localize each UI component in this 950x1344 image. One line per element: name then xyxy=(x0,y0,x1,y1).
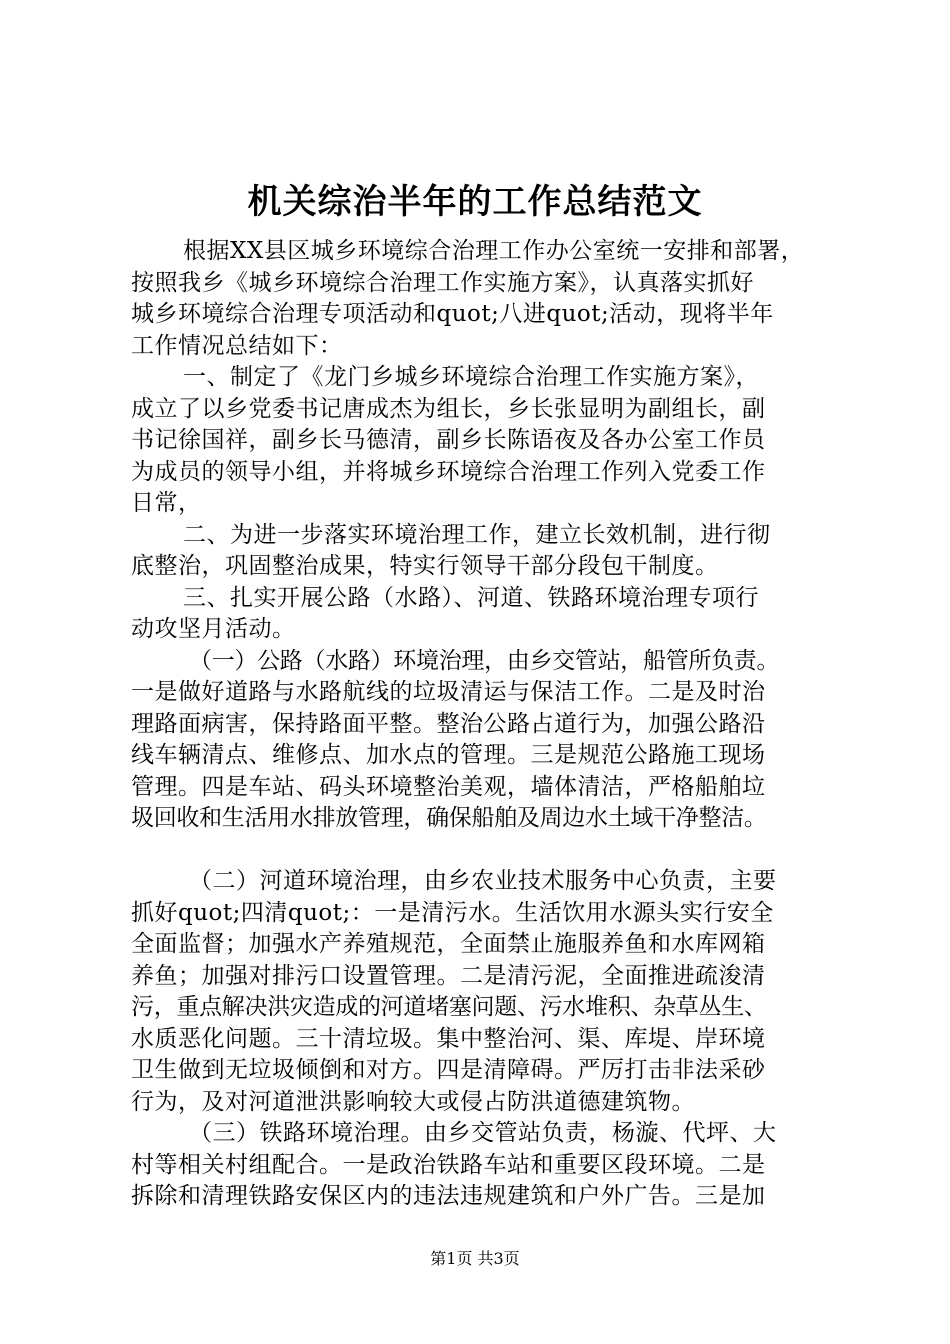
paragraph-3-line-2: 动攻坚月活动。 xyxy=(131,616,296,642)
paragraph-3-2-line-6: 水质恶化问题。三十清垃圾。集中整治河、渠、库堤、岸环境 xyxy=(131,1025,766,1052)
paragraph-3-2-line-3: 全面监督；加强水产养殖规范，全面禁止施服养鱼和水库网箱 xyxy=(131,931,766,957)
paragraph-1-line-3: 书记徐国祥，副乡长马德清，副乡长陈语夜及各办公室工作员 xyxy=(131,427,766,453)
paragraph-1-line-2: 成立了以乡党委书记唐成杰为组长，乡长张显明为副组长，副 xyxy=(131,395,766,422)
paragraph-3-1-line-4: 线车辆清点、维修点、加水点的管理。三是规范公路施工现场 xyxy=(131,742,766,768)
paragraph-3-2-line-2: 抓好quot;四清quot;：一是清污水。生活饮用水源头实行安全 xyxy=(131,899,774,926)
paragraph-3-3-line-2: 村等相关村组配合。一是政治铁路车站和重要区段环境。二是 xyxy=(131,1151,766,1178)
paragraph-3-3-line-3: 拆除和清理铁路安保区内的违法违规建筑和户外广告。三是加 xyxy=(131,1183,766,1209)
paragraph-3-1-line-5: 管理。四是车站、码头环境整治美观，墙体清洁，严格船舶垃 xyxy=(131,773,766,800)
paragraph-2-line-2: 底整治，巩固整治成果，特实行领导干部分段包干制度。 xyxy=(131,553,719,579)
paragraph-3-3-line-1: （三）铁路环境治理。由乡交管站负责，杨漩、代坪、大 xyxy=(189,1120,777,1146)
paragraph-3-1-line-2: 一是做好道路与水路航线的垃圾清运与保洁工作。二是及时治 xyxy=(131,679,766,705)
paragraph-intro-line-3: 城乡环境综合治理专项活动和quot;八进quot;活动，现将半年 xyxy=(131,301,774,327)
paragraph-2-line-1: 二、为进一步落实环境治理工作，建立长效机制，进行彻 xyxy=(183,521,771,548)
paragraph-1-line-5: 日常， xyxy=(131,490,202,516)
paragraph-3-2-line-8: 行为，及对河道泄洪影响较大或侵占防洪道德建筑物。 xyxy=(131,1088,695,1115)
paragraph-3-1-line-6: 圾回收和生活用水排放管理，确保船舶及周边水土域干净整洁。 xyxy=(131,805,767,831)
page-number-footer: 第1页 共3页 xyxy=(430,1249,520,1268)
paragraph-3-1-line-1: （一）公路（水路）环境治理，由乡交管站，船管所负责。 xyxy=(189,647,780,674)
paragraph-3-2-line-4: 养鱼；加强对排污口设置管理。二是清污泥，全面推进疏浚清 xyxy=(131,962,766,989)
document-title: 机关综治半年的工作总结范文 xyxy=(247,182,703,222)
paragraph-3-1-line-3: 理路面病害，保持路面平整。整治公路占道行为，加强公路沿 xyxy=(131,710,766,737)
paragraph-intro-line-4: 工作情况总结如下： xyxy=(131,332,343,359)
paragraph-3-2-line-7: 卫生做到无垃圾倾倒和对方。四是清障碍。严厉打击非法采砂 xyxy=(131,1057,766,1083)
paragraph-intro-line-2: 按照我乡《城乡环境综合治理工作实施方案》，认真落实抓好 xyxy=(131,269,754,296)
paragraph-1-line-1: 一、制定了《龙门乡城乡环境综合治理工作实施方案》， xyxy=(183,364,759,390)
paragraph-3-2-line-1: （二）河道环境治理，由乡农业技术服务中心负责，主要 xyxy=(189,868,777,894)
paragraph-1-line-4: 为成员的领导小组，并将城乡环境综合治理工作列入党委工作 xyxy=(131,458,766,485)
document-body xyxy=(131,236,831,1213)
paragraph-3-2-line-5: 污，重点解决洪灾造成的河道堵塞问题、污水堆积、杂草丛生、 xyxy=(131,994,767,1020)
paragraph-intro-line-1: 根据XX县区城乡环境综合治理工作办公室统一安排和部署， xyxy=(183,238,805,264)
paragraph-gap xyxy=(131,835,831,867)
paragraph-3-line-1: 三、扎实开展公路（水路）、河道、铁路环境治理专项行 xyxy=(183,584,759,611)
